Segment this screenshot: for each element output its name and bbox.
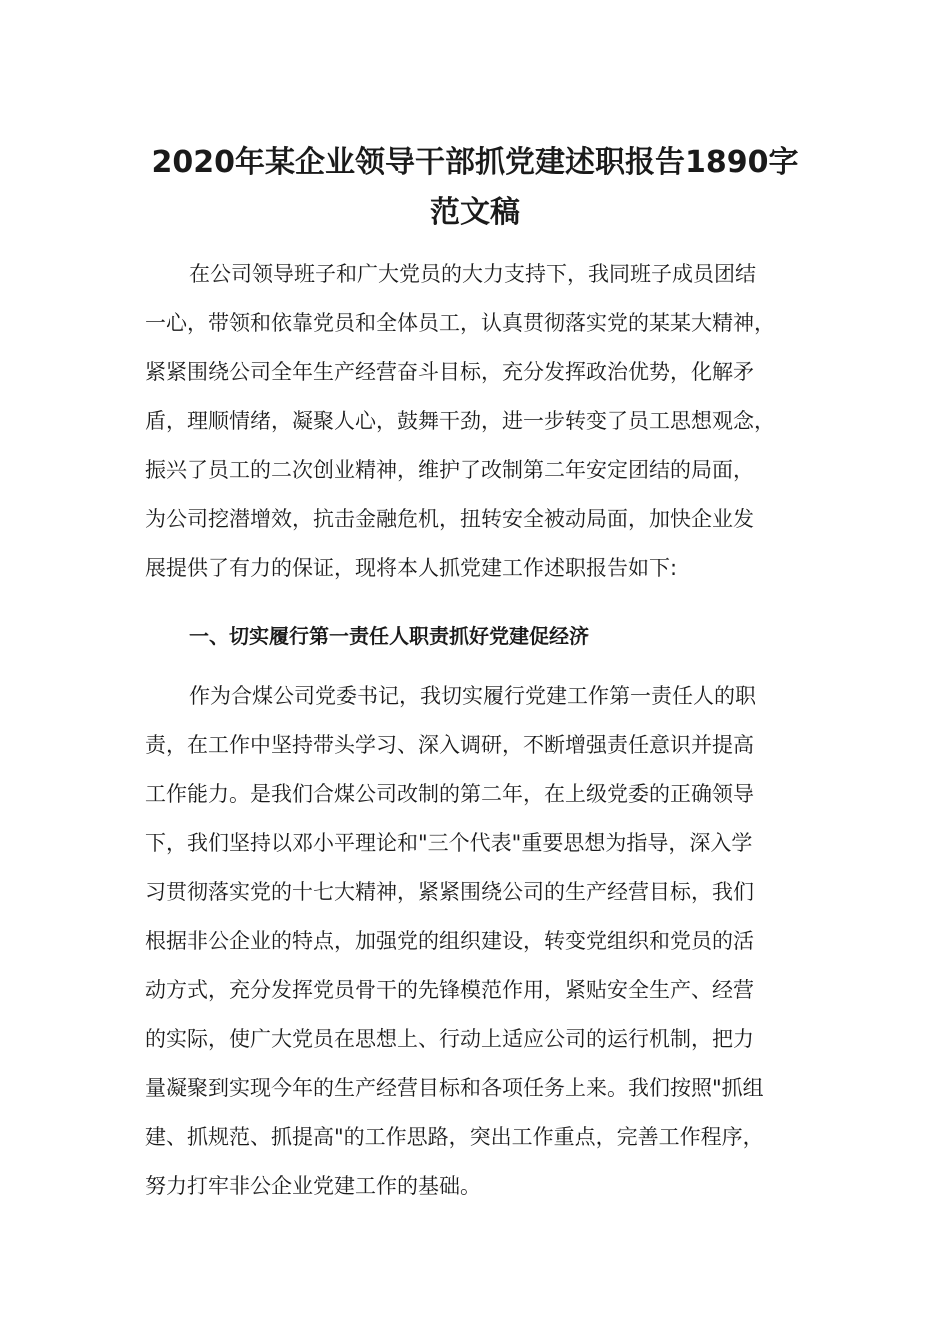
paragraph-line: 盾，理顺情绪，凝聚人心，鼓舞干劲，进一步转变了员工思想观念， [145, 409, 775, 433]
paragraph-line: 在公司领导班子和广大党员的大力支持下，我同班子成员团结 [189, 262, 756, 286]
section1-paragraph [145, 672, 810, 1211]
paragraph-line: 下，我们坚持以邓小平理论和"三个代表"重要思想为指导，深入学 [145, 831, 753, 855]
paragraph-line: 动方式，充分发挥党员骨干的先锋模范作用，紧贴安全生产、经营 [145, 978, 754, 1002]
paragraph-line: 紧紧围绕公司全年生产经营奋斗目标，充分发挥政治优势，化解矛 [145, 360, 754, 384]
paragraph-line: 量凝聚到实现今年的生产经营目标和各项任务上来。我们按照"抓组 [145, 1076, 764, 1100]
paragraph-line: 责，在工作中坚持带头学习、深入调研，不断增强责任意识并提高 [145, 733, 754, 757]
document-title-line-2: 范文稿 [430, 195, 520, 230]
paragraph-line: 作为合煤公司党委书记，我切实履行党建工作第一责任人的职 [189, 684, 756, 708]
paragraph-line: 建、抓规范、抓提高"的工作思路，突出工作重点，完善工作程序， [145, 1125, 764, 1149]
section-heading-1: 一、切实履行第一责任人职责抓好党建促经济 [189, 624, 589, 648]
intro-paragraph [145, 250, 810, 593]
paragraph-line: 振兴了员工的二次创业精神，维护了改制第二年安定团结的局面， [145, 458, 754, 482]
paragraph-line: 努力打牢非公企业党建工作的基础。 [145, 1174, 481, 1198]
document-title [140, 138, 810, 238]
paragraph-line: 根据非公企业的特点，加强党的组织建设，转变党组织和党员的活 [145, 929, 754, 953]
paragraph-line: 展提供了有力的保证，现将本人抓党建工作述职报告如下: [145, 556, 678, 580]
paragraph-line: 习贯彻落实党的十七大精神，紧紧围绕公司的生产经营目标，我们 [145, 880, 754, 904]
document-title-line-1: 2020年某企业领导干部抓党建述职报告1890字 [151, 145, 799, 180]
paragraph-line: 一心，带领和依靠党员和全体员工，认真贯彻落实党的某某大精神， [145, 311, 775, 335]
paragraph-line: 的实际，使广大党员在思想上、行动上适应公司的运行机制，把力 [145, 1027, 754, 1051]
paragraph-line: 工作能力。是我们合煤公司改制的第二年，在上级党委的正确领导 [145, 782, 754, 806]
paragraph-line: 为公司挖潜增效，抗击金融危机，扭转安全被动局面，加快企业发 [145, 507, 754, 531]
